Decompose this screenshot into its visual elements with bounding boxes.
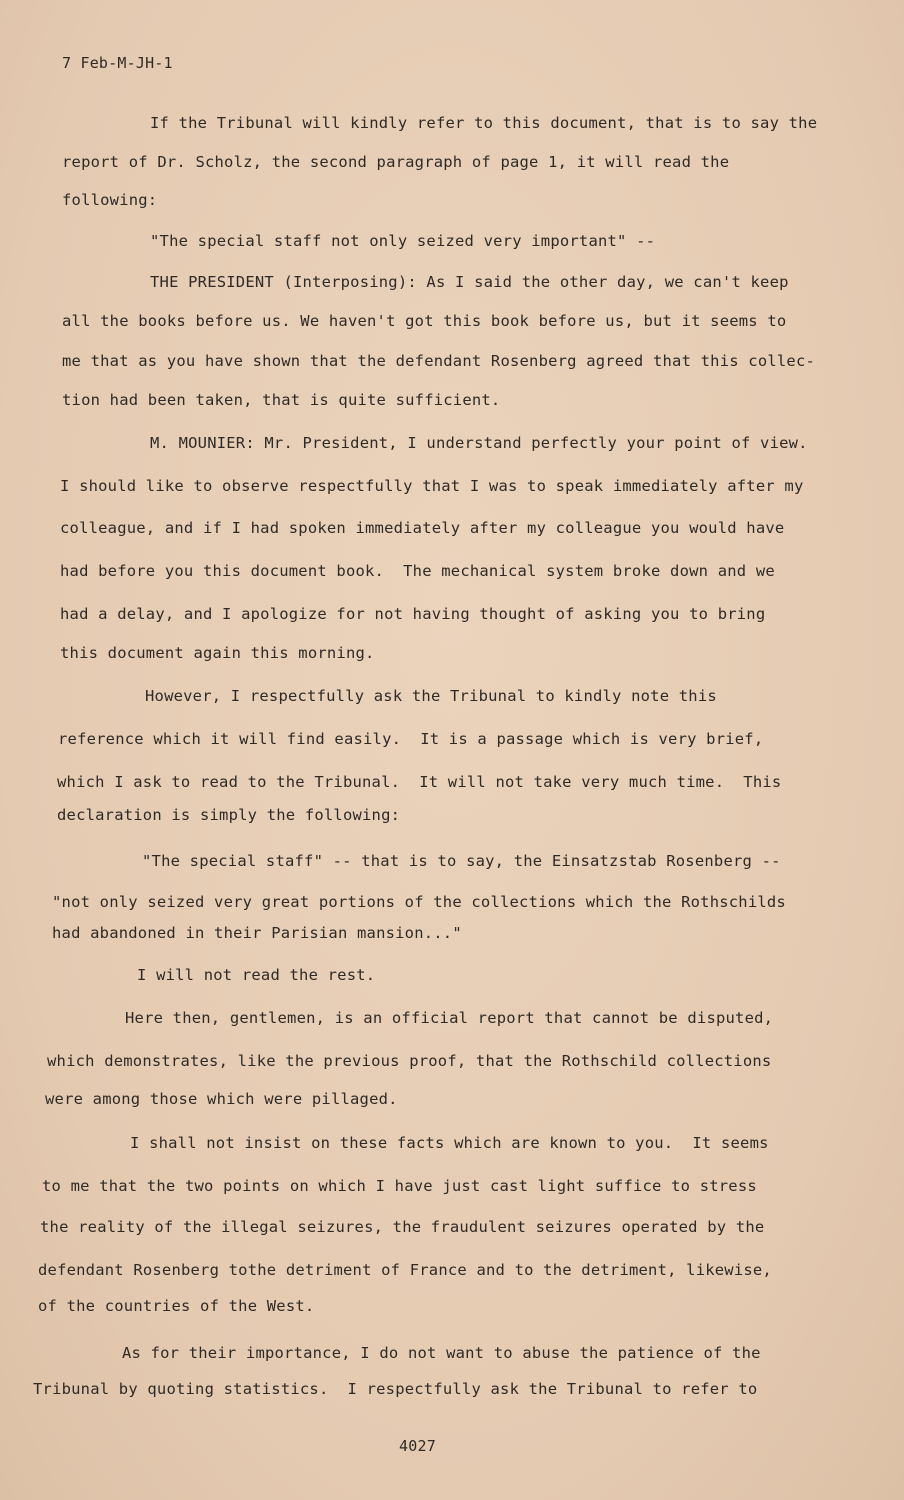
text-line: "The special staff" -- that is to say, the Einsatzstab Rosenberg -- bbox=[142, 852, 781, 870]
text-line: Here then, gentlemen, is an official report that cannot be disputed, bbox=[125, 1009, 774, 1027]
text-line: However, I respectfully ask the Tribunal to kindly note this bbox=[145, 687, 717, 705]
text-line: reference which it will find easily. It is a passage which is very brief, bbox=[58, 730, 764, 748]
text-line: I should like to observe respectfully that I was to speak immediately after my bbox=[60, 477, 804, 495]
text-line: defendant Rosenberg tothe detriment of France and to the detriment, likewise, bbox=[38, 1261, 772, 1279]
text-line: to me that the two points on which I have just cast light suffice to stress bbox=[42, 1177, 757, 1195]
text-line: all the books before us. We haven't got this book before us, but it seems to bbox=[62, 312, 787, 330]
text-line: which I ask to read to the Tribunal. It will not take very much time. This bbox=[57, 773, 782, 791]
text-line: me that as you have shown that the defendant Rosenberg agreed that this collec- bbox=[62, 352, 816, 370]
text-line: of the countries of the West. bbox=[38, 1297, 315, 1315]
text-line: tion had been taken, that is quite sufficient. bbox=[62, 391, 501, 409]
text-line: report of Dr. Scholz, the second paragraph of page 1, it will read the bbox=[62, 153, 730, 171]
text-line: had abandoned in their Parisian mansion..." bbox=[52, 924, 462, 942]
text-line: which demonstrates, like the previous proof, that the Rothschild collections bbox=[47, 1052, 772, 1070]
text-line: If the Tribunal will kindly refer to this document, that is to say the bbox=[150, 114, 818, 132]
page-header: 7 Feb-M-JH-1 bbox=[62, 54, 173, 72]
text-line: the reality of the illegal seizures, the fraudulent seizures operated by the bbox=[40, 1218, 765, 1236]
text-line: "not only seized very great portions of the collections which the Rothschilds bbox=[52, 893, 786, 911]
text-line: had before you this document book. The mechanical system broke down and we bbox=[60, 562, 775, 580]
text-line: had a delay, and I apologize for not having thought of asking you to bring bbox=[60, 605, 766, 623]
text-line: THE PRESIDENT (Interposing): As I said the other day, we can't keep bbox=[150, 273, 789, 291]
text-line: I will not read the rest. bbox=[137, 966, 376, 984]
text-line: "The special staff not only seized very important" -- bbox=[150, 232, 656, 250]
text-line: were among those which were pillaged. bbox=[45, 1090, 398, 1108]
text-line: M. MOUNIER: Mr. President, I understand perfectly your point of view. bbox=[150, 434, 808, 452]
text-line: colleague, and if I had spoken immediately after my colleague you would have bbox=[60, 519, 785, 537]
text-line: Tribunal by quoting statistics. I respectfully ask the Tribunal to refer to bbox=[33, 1380, 758, 1398]
text-line: I shall not insist on these facts which are known to you. It seems bbox=[130, 1134, 769, 1152]
text-line: As for their importance, I do not want to abuse the patience of the bbox=[122, 1344, 761, 1362]
text-line: this document again this morning. bbox=[60, 644, 375, 662]
page-number: 4027 bbox=[399, 1437, 436, 1455]
text-line: following: bbox=[62, 191, 158, 209]
text-line: declaration is simply the following: bbox=[57, 806, 401, 824]
